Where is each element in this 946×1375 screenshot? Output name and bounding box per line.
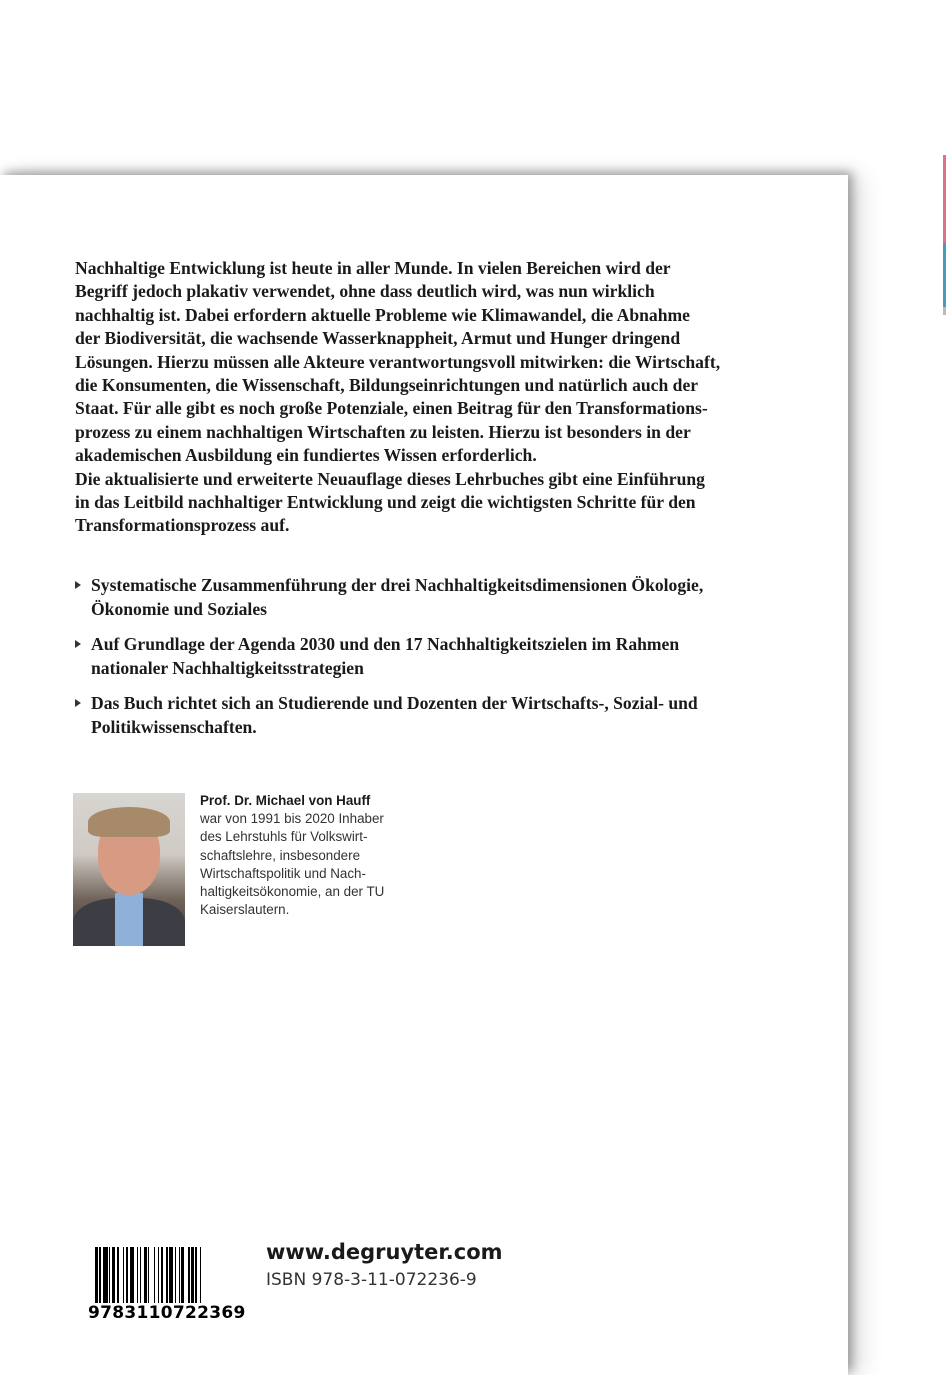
blurb-line: Nachhaltige Entwicklung ist heute in aller Munde. In vielen Bereichen wird der	[75, 258, 671, 278]
blurb-line: prozess zu einem nachhaltigen Wirtschaften zu leisten. Hierzu ist besonders in der	[75, 421, 691, 442]
feature-line: Politikwissenschaften.	[91, 717, 257, 737]
triangle-bullet-icon	[75, 699, 81, 707]
blurb-line: Lösungen. Hierzu müssen alle Akteure verantwortungsvoll mitwirken: die Wirtschaft,	[75, 351, 721, 372]
feature-line: Systematische Zusammenführung der drei Nachhaltigkeitsdimensionen Ökologie,	[91, 575, 704, 595]
blurb-line: in das Leitbild nachhaltiger Entwicklung und zeigt die wichtigsten Schritte für den	[75, 492, 696, 513]
publisher-url[interactable]: www.degruyter.com	[266, 1240, 503, 1264]
author-name: Prof. Dr. Michael von Hauff	[200, 793, 371, 808]
triangle-bullet-icon	[75, 581, 81, 589]
barcode-digits: 9783110722369	[88, 1303, 246, 1323]
author-bio	[200, 792, 430, 919]
bio-line: schaftslehre, insbesondere	[200, 847, 361, 863]
blurb-line: die Konsumenten, die Wissenschaft, Bildungseinrichtungen und natürlich auch der	[75, 375, 699, 396]
blurb-line: nachhaltig ist. Dabei erfordern aktuelle Probleme wie Klimawandel, die Abnahme	[75, 304, 690, 325]
bio-line: haltigkeitsökonomie, an der TU	[200, 884, 385, 900]
bio-line: Wirtschaftspolitik und Nach-	[200, 865, 366, 881]
feature-line: Auf Grundlage der Agenda 2030 und den 17 Nachhaltigkeitszielen im Rahmen	[91, 634, 680, 654]
feature-line: Ökonomie und Soziales	[91, 599, 267, 619]
author-photo	[73, 793, 185, 946]
blurb-line: Transformationsprozess auf.	[75, 515, 290, 536]
bio-line: war von 1991 bis 2020 Inhaber	[200, 811, 384, 827]
blurb-line: Staat. Für alle gibt es noch große Potenziale, einen Beitrag für den Transformations-	[75, 398, 708, 419]
isbn-barcode	[87, 1247, 246, 1325]
blurb-text	[75, 257, 795, 538]
feature-list	[75, 573, 795, 750]
feature-item	[75, 632, 795, 680]
blurb-line: Die aktualisierte und erweiterte Neuauflage dieses Lehrbuches gibt eine Einführung	[75, 468, 705, 489]
feature-line: nationaler Nachhaltigkeitsstrategien	[91, 658, 364, 678]
feature-item	[75, 691, 795, 739]
feature-item	[75, 573, 795, 621]
isbn-number: ISBN 978-3-11-072236-9	[266, 1270, 477, 1290]
triangle-bullet-icon	[75, 640, 81, 648]
bio-line: Kaiserslautern.	[200, 902, 290, 918]
blurb-line: der Biodiversität, die wachsende Wasserknappheit, Armut und Hunger dringend	[75, 328, 681, 349]
blurb-line: akademischen Ausbildung ein fundiertes Wissen erforderlich.	[75, 445, 537, 466]
blurb-line: Begriff jedoch plakativ verwendet, ohne dass deutlich wird, was nun wirklich	[75, 281, 655, 302]
bio-line: des Lehrstuhls für Volkswirt-	[200, 829, 368, 845]
feature-line: Das Buch richtet sich an Studierende und Dozenten der Wirtschafts-, Sozial- und	[91, 693, 698, 713]
